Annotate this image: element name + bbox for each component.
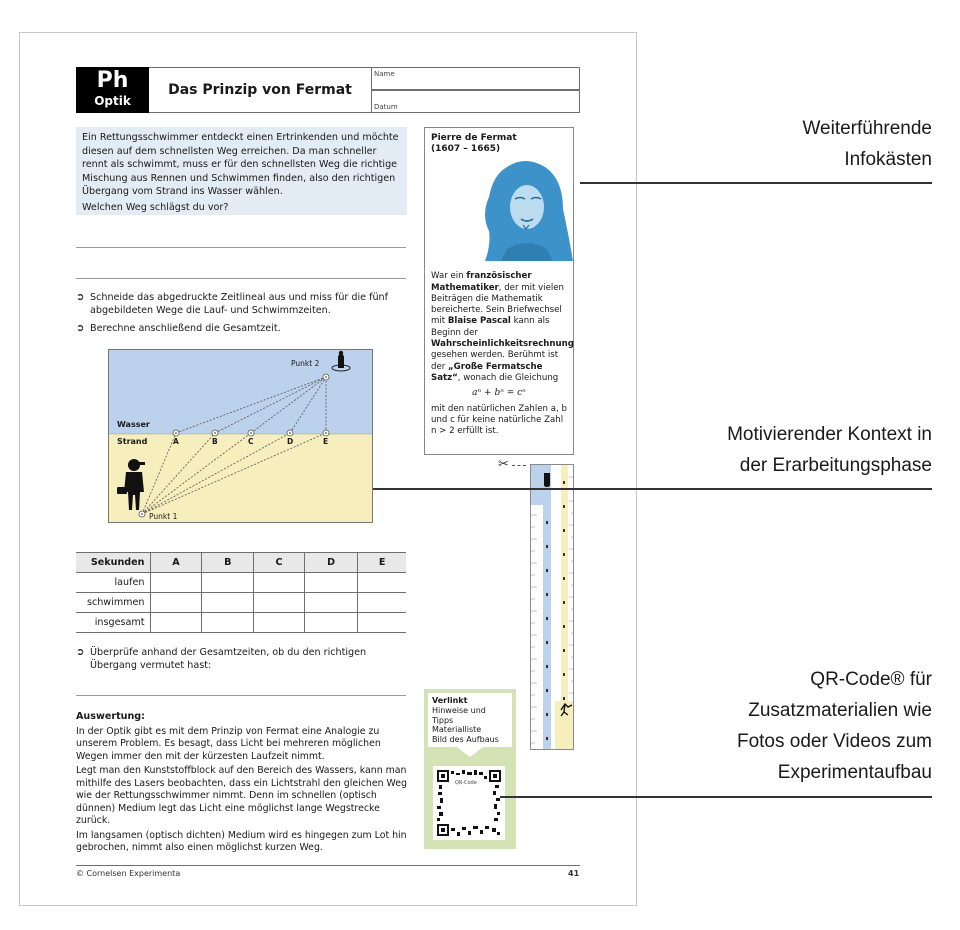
arrow-down-icon [457,747,483,757]
infobox-bold: französischer Mathematiker [431,271,532,293]
table-cell[interactable] [202,593,254,613]
task-text: Berechne anschließend die Gesamtzeit. [90,323,281,334]
callout-line: QR-Code® für [810,669,932,690]
table-header: B [202,553,254,573]
table-cell[interactable] [304,613,357,633]
callout-line: der Erarbeitungsphase [739,455,932,476]
point2-label: Punkt 2 [291,359,320,368]
infobox-text-part: gesehen werden. Berühmt ist der [431,350,559,372]
infobox-text-part: , wonach die Gleichung [457,372,559,383]
date-field[interactable] [371,89,580,113]
title-text: Das Prinzip von Fermat [168,82,352,98]
callout-line: Motivierender Kontext in [727,424,932,445]
lifeguard-diagram [108,349,373,523]
table-cell[interactable] [202,573,254,593]
callout-leader-line [373,488,932,490]
point1-label: Punkt 1 [149,512,178,521]
callout-line: Infokästen [844,149,932,170]
infobox-text-part: kann als Beginn der [431,316,550,338]
table-cell[interactable] [304,593,357,613]
arrow-icon: ➲ [76,292,85,303]
callout-line: Weiterführende [802,118,932,139]
table-header: C [254,553,305,573]
evaluation-section [76,711,408,855]
table-cell[interactable] [202,613,254,633]
table-cell[interactable] [304,573,357,593]
table-header: E [378,557,386,568]
table-cell[interactable] [358,573,406,593]
infobox-text-part: , der mit vielen Beiträgen die Mathematik bereicherte. Sein Briefwechsel mit [431,282,564,327]
qr-list-item: Hinweise und Tipps [432,705,486,725]
evaluation-heading: Auswertung: [76,711,146,722]
answer-line-3[interactable] [76,695,406,696]
table-cell[interactable] [254,613,305,633]
callout-qr-code [737,664,932,788]
page-number: 41 [568,869,580,878]
infobox-text-end: mit den natürlichen Zahlen a, b und c für keine natürliche Zahl n > 2 erfüllt ist. [431,403,567,437]
cut-line [512,465,526,466]
worksheet-title [149,67,372,113]
table-cell[interactable] [358,613,406,633]
subject-code: Ph [96,68,129,93]
fermat-infobox [424,127,574,455]
name-label: Name [374,70,395,78]
intro-box [76,127,407,215]
answer-line-2[interactable] [76,278,406,279]
qr-linked-list [428,693,512,747]
task-item [76,323,406,336]
infobox-years: (1607 – 1665) [431,144,501,154]
qr-panel-title: Verlinkt [432,696,468,705]
subject-badge [76,67,149,113]
time-ruler-cutout[interactable] [530,464,574,750]
subject-topic: Optik [94,94,131,108]
crossing-label-e: E [323,437,329,446]
water-label: Wasser [117,420,150,429]
scissors-icon: ✂ [498,457,509,472]
crossing-label-c: C [248,437,254,446]
infobox-bold: „Große Fermatsche Satz“ [431,361,543,383]
table-row [76,593,406,613]
worksheet-page [19,32,637,906]
callout-infoboxes [802,113,932,175]
qr-code[interactable] [433,766,505,840]
table-row [76,573,406,593]
evaluation-paragraph: In der Optik gibt es mit dem Prinzip von Fermat eine Analogie zu unserem Problem. Es besagt, dass Licht bei mehreren möglichen Wegen immer den mit der kürzesten Laufzeit nimmt. [76,725,381,762]
task-text: Schneide das abgedruckte Zeitlineal aus und miss für die fünf abgebildeten Wege die Lauf- und Schwimmzeiten. [90,292,389,316]
table-row [76,613,406,633]
infobox-bold: Blaise Pascal [447,316,511,327]
callout-leader-line [500,796,932,798]
intro-question: Welchen Weg schlägst du vor? [82,201,229,213]
callout-leader-line [580,182,932,184]
callout-line: Fotos oder Videos zum [736,731,932,752]
infobox-name: Pierre de Fermat [431,133,517,143]
task-item [76,647,406,672]
table-header-row [76,553,406,573]
fermat-formula: aⁿ + bⁿ = cⁿ [472,388,526,399]
row-label: laufen [76,573,150,593]
fermat-portrait-icon [477,159,573,261]
qr-list-item: Bild des Aufbaus [432,735,499,745]
infobox-text [431,271,574,384]
infobox-text-part: War ein [431,271,467,282]
crossing-label-d: D [287,437,294,446]
qr-code-panel [424,689,516,849]
row-label: schwimmen [76,593,150,613]
qr-label: QR-Code [455,780,477,786]
table-cell[interactable] [150,593,202,613]
crossing-label-b: B [212,437,218,446]
table-cell[interactable] [254,573,305,593]
table-cell[interactable] [358,593,406,613]
table-cell[interactable] [150,613,202,633]
answer-line-1[interactable] [76,247,406,248]
intro-text: Ein Rettungsschwimmer entdeckt einen Ertrinkenden und möchte diesen auf dem schnellsten Weg erreichen. Da man schneller rennt als schwimmt, muss er für den schnellsten Weg die richtige Mischung aus Rennen und Schwimmen finden, also den richtigen Übergang vom Strand ins Wasser wählen. [82,132,399,198]
evaluation-paragraph: Im langsamen (optisch dichten) Medium wird es hingegen zum Lot hin gebrochen, nimmt also einen möglichst kurzen Weg. [76,829,407,853]
callout-motivating-context [727,419,932,481]
row-label: insgesamt [76,613,150,633]
qr-list-item: Materialliste [432,725,482,735]
callout-line: Experimentaufbau [777,762,932,783]
name-field[interactable] [371,67,580,91]
arrow-icon: ➲ [76,323,85,334]
footer-divider [76,865,580,866]
table-cell[interactable] [254,593,305,613]
beach-label: Strand [117,437,148,446]
table-header: Sekunden [76,553,150,573]
table-cell[interactable] [150,573,202,593]
evaluation-paragraph: Legt man den Kunststoffblock auf den Bereich des Wassers, kann man mithilfe des Lasers beobachten, dass ein Lichtstrahl den gleichen Weg wie der Rettungsschwimmer nimmt. Denn im schnellen (optisch dünnen) Medium legt das Licht eine möglichst lange Wegstrecke zurück. [76,765,407,826]
task-text: Überprüfe anhand der Gesamtzeiten, ob du den richtigen Übergang vermutet hast: [90,647,367,671]
callout-line: Zusatzmaterialien wie [748,700,932,721]
crossing-label-a: A [173,437,179,446]
copyright: © Cornelsen Experimenta [76,869,181,878]
task-item [76,292,406,317]
arrow-icon: ➲ [76,647,85,658]
table-header: D [304,553,357,573]
times-table [76,552,406,633]
infobox-bold: Wahrscheinlichkeitsrechnung [431,339,574,350]
table-header: A [150,553,202,573]
date-label: Datum [374,103,398,111]
